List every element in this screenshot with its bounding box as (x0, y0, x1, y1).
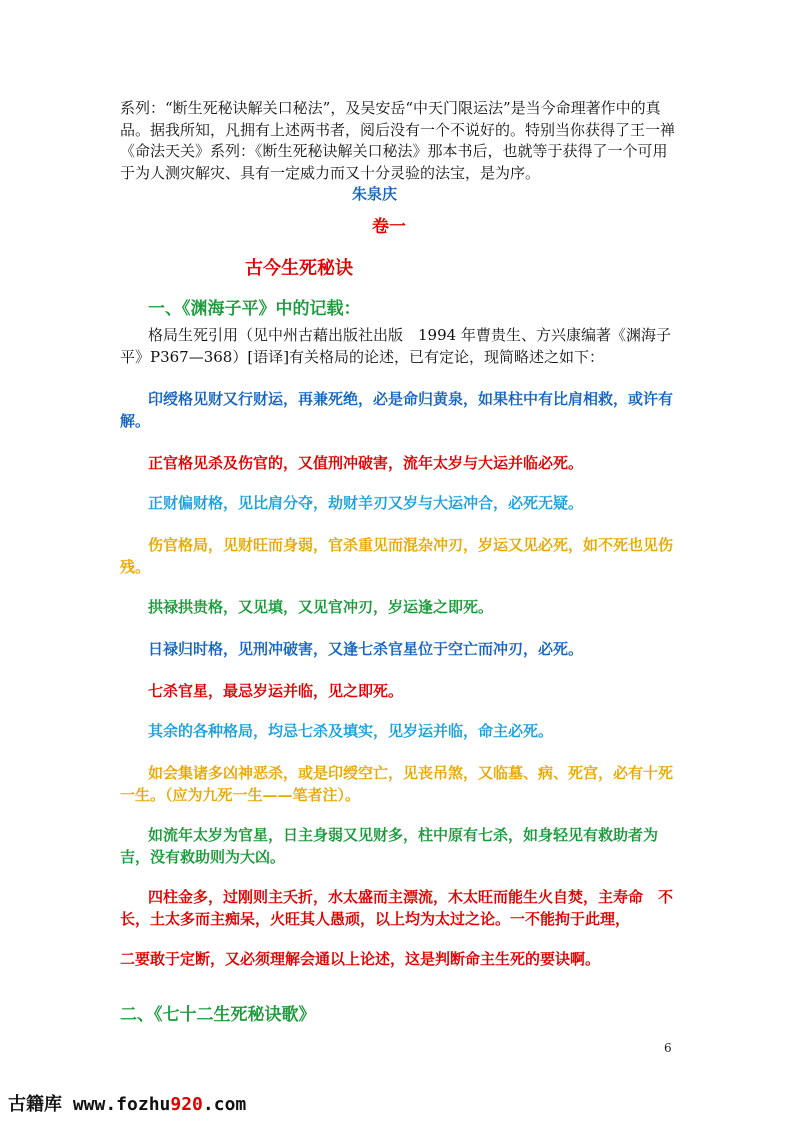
watermark-suffix: .com (202, 1094, 247, 1115)
paragraph-11: 四柱金多，过刚则主夭折，水太盛而主漂流，木太旺而能生火自焚，主寿命 不长，土太多而主痴呆，火旺其人愚顽，以上均为太过之论。一不能拘于此理， (120, 888, 674, 928)
page-number: 6 (664, 1041, 672, 1055)
intro-paragraph: 系列：“断生死秘诀解关口秘法”，及吴安岳“中天门限运法”是当今命理著作中的真品。据我所知，凡拥有上述两书者，阅后没有一个不说好的。特别当你获得了王一禅《命法天关》系列：《断生死秘诀解关口秘法》那本书后，也就等于获得了一个可用于为人测灾解灾、具有一定威力而又十分灵验的法宝，是为序。 (120, 99, 676, 182)
section-title: 古今生死秘诀 (245, 258, 353, 279)
paragraph-10: 如流年太岁为官星，日主身弱又见财多，柱中原有七杀，如身轻见有救助者为吉，没有救助则为大凶。 (120, 826, 659, 866)
paragraph-6: 日禄归时格，见刑冲破害，又逢七杀官星位于空亡而冲刃，必死。 (148, 640, 584, 658)
watermark-prefix: 古籍库 www.fozhu (8, 1094, 171, 1115)
paragraph-5: 拱禄拱贵格，又见填，又见官冲刃，岁运逢之即死。 (148, 598, 494, 616)
paragraph-1: 印绶格见财又行财运，再兼死绝，必是命归黄泉，如果柱中有比肩相救，或许有解。 (120, 390, 674, 430)
paragraph-4: 伤官格局，见财旺而身弱，官杀重见而混杂冲刃，岁运又见必死，如不死也见伤残。 (120, 536, 674, 576)
watermark-number: 920 (170, 1094, 203, 1115)
paragraph-2: 正官格见杀及伤官的，又值刑冲破害，流年太岁与大运并临必死。 (148, 454, 584, 472)
paragraph-12: 二要敢于定断，又必须理解会通以上论述，这是判断命主生死的要诀啊。 (120, 950, 601, 968)
paragraph-9: 如会集诸多凶神恶杀，或是印绶空亡，见丧吊煞，又临墓、病、死宫，必有十死一生。（应为九死一生——笔者注）。 (120, 764, 674, 804)
site-watermark (8, 1090, 246, 1116)
paragraph-8: 其余的各种格局，均忌七杀及填实，见岁运并临，命主必死。 (148, 722, 554, 740)
body-paragraph: 格局生死引用（见中州古藉出版社出版 1994 年曹贵生、方兴康编著《渊海子平》P367—368）[语译]有关格局的论述，已有定论，现简略述之如下： (120, 326, 671, 366)
paragraph-3: 正财偏财格，见比肩分夺，劫财羊刃又岁与大运冲合，必死无疑。 (148, 494, 584, 512)
preface-author: 朱泉庆 (352, 185, 398, 203)
paragraph-7: 七杀官星，最忌岁运并临，见之即死。 (148, 682, 404, 700)
heading-1: 一、《渊海子平》中的记载： (148, 299, 361, 319)
volume-title: 卷一 (372, 217, 406, 237)
heading-2: 二、《七十二生死秘诀歌》 (120, 1005, 316, 1025)
